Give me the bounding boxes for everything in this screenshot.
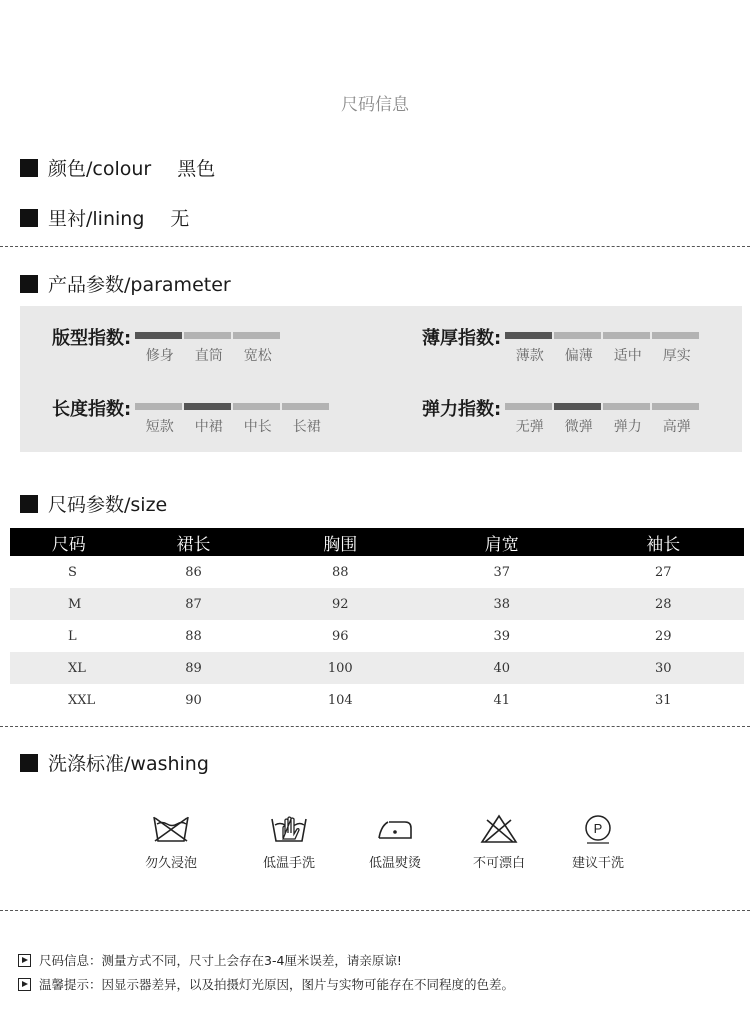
wash-item-low-iron <box>340 814 450 871</box>
table-cell: 86 <box>185 564 202 580</box>
column-header: 胸围 <box>260 528 421 556</box>
scale-option: 直筒 <box>194 348 223 364</box>
scale-segment <box>652 332 699 339</box>
table-cell: 88 <box>332 564 349 580</box>
table-row <box>10 556 744 588</box>
column-header: 袖长 <box>582 528 744 556</box>
scale-option: 修身 <box>145 348 174 364</box>
scale-option: 弹力 <box>613 419 642 435</box>
table-row <box>10 652 744 684</box>
table-cell: 37 <box>493 564 511 580</box>
lining-label: 里衬/lining <box>48 208 145 230</box>
washing-heading-text: 洗涤标准/washing <box>48 753 209 775</box>
bullet-square-icon <box>20 495 38 513</box>
scale-label: 弹力指数: <box>422 399 502 420</box>
scale-segment <box>135 403 182 410</box>
scale-segment-selected <box>184 403 231 410</box>
scale-segment <box>233 403 280 410</box>
scale-segment <box>505 403 552 410</box>
wash-item-dry-clean <box>543 814 653 871</box>
scale-option: 短款 <box>145 419 174 435</box>
table-cell: 29 <box>654 628 672 644</box>
scale-segment-selected <box>554 403 601 410</box>
scale-option: 薄款 <box>515 348 544 364</box>
table-cell: 90 <box>185 692 202 708</box>
bullet-square-icon <box>20 159 38 177</box>
wash-item-no-soak <box>116 814 226 871</box>
note-text: 温馨提示：因显示器差异，以及拍摄灯光原因，图片与实物可能存在不同程度的色差。 <box>39 977 515 992</box>
wash-label: 低温手洗 <box>262 856 315 871</box>
table-cell: 96 <box>332 628 349 644</box>
scale-segment <box>603 403 650 410</box>
note-size-info <box>18 951 402 969</box>
bullet-square-icon <box>20 275 38 293</box>
scale-option: 长裙 <box>292 419 321 435</box>
scale-segment <box>554 332 601 339</box>
bullet-square-icon <box>20 754 38 772</box>
scale-option: 中长 <box>243 419 272 435</box>
scale-segment <box>652 403 699 410</box>
table-cell: 41 <box>493 692 511 708</box>
no-soak-icon <box>151 814 191 844</box>
table-cell: 89 <box>127 652 259 684</box>
divider <box>0 726 750 727</box>
column-header: 肩宽 <box>421 528 582 556</box>
table-row <box>10 684 744 716</box>
table-cell: 100 <box>260 652 421 684</box>
scale-segment-selected <box>505 332 552 339</box>
note-text: 尺码信息：测量方式不同，尺寸上会存在3-4厘米误差，请亲原谅! <box>39 953 402 968</box>
scale-segment <box>282 403 329 410</box>
scale-option: 高弹 <box>662 419 691 435</box>
table-cell: 87 <box>127 588 259 620</box>
wash-label: 建议干洗 <box>571 856 624 871</box>
table-cell: 40 <box>421 652 582 684</box>
color-value: 黑色 <box>177 158 216 180</box>
scale-bar <box>135 332 282 339</box>
scale-segment <box>603 332 650 339</box>
svg-text:P: P <box>593 821 603 836</box>
column-header: 裙长 <box>127 528 259 556</box>
table-cell: 27 <box>654 564 672 580</box>
table-header-row <box>10 528 744 556</box>
scale-segment <box>184 332 231 339</box>
scale-bar <box>505 332 701 339</box>
scale-label: 版型指数: <box>52 328 132 349</box>
scale-option: 适中 <box>613 348 642 364</box>
bullet-square-icon <box>20 209 38 227</box>
wash-item-no-bleach <box>444 814 554 871</box>
table-cell: 28 <box>582 588 744 620</box>
scale-segment-selected <box>135 332 182 339</box>
table-cell: 31 <box>654 692 672 708</box>
size-heading <box>20 490 167 517</box>
wash-item-hand-wash <box>234 814 344 871</box>
color-row <box>20 154 215 181</box>
scale-label: 长度指数: <box>52 399 132 420</box>
divider <box>0 910 750 911</box>
low-iron-icon <box>375 814 415 844</box>
washing-heading <box>20 749 209 776</box>
scale-option: 宽松 <box>243 348 272 364</box>
divider <box>0 246 750 247</box>
scale-option: 厚实 <box>662 348 691 364</box>
size-cell: XL <box>10 652 127 684</box>
lining-value: 无 <box>170 208 190 230</box>
scale-label: 薄厚指数: <box>422 328 502 349</box>
table-row <box>10 620 744 652</box>
dry-clean-icon <box>578 814 618 844</box>
wash-label: 低温熨烫 <box>368 856 421 871</box>
size-cell: L <box>68 628 77 644</box>
page-title: 尺码信息 <box>341 95 409 115</box>
parameter-heading <box>20 270 231 297</box>
wash-label: 勿久浸泡 <box>144 856 197 871</box>
size-cell: S <box>68 564 77 580</box>
table-cell: 30 <box>582 652 744 684</box>
table-row <box>10 588 744 620</box>
note-color-tip <box>18 975 514 993</box>
scale-option: 中裙 <box>194 419 223 435</box>
table-cell: 92 <box>260 588 421 620</box>
table-cell: 38 <box>421 588 582 620</box>
scale-segment <box>233 332 280 339</box>
size-cell: M <box>10 588 127 620</box>
color-label: 颜色/colour <box>48 158 152 180</box>
table-cell: 104 <box>327 692 353 708</box>
no-bleach-icon <box>479 814 519 844</box>
wash-label: 不可漂白 <box>472 856 525 871</box>
thickness-index-scale <box>422 324 701 365</box>
fit-index-scale <box>52 324 282 365</box>
size-cell: XXL <box>68 692 96 708</box>
play-arrow-icon <box>18 954 31 967</box>
parameter-heading-text: 产品参数/parameter <box>48 274 231 296</box>
table-cell: 39 <box>493 628 511 644</box>
column-header: 尺码 <box>10 528 127 556</box>
table-cell: 88 <box>185 628 202 644</box>
play-arrow-icon <box>18 978 31 991</box>
scale-option: 偏薄 <box>564 348 593 364</box>
elasticity-index-scale <box>422 395 701 436</box>
length-index-scale <box>52 395 331 436</box>
scale-option: 微弹 <box>564 419 593 435</box>
lining-row <box>20 204 189 231</box>
scale-option: 无弹 <box>515 419 544 435</box>
scale-bar <box>135 403 331 410</box>
hand-wash-icon <box>269 814 309 844</box>
scale-bar <box>505 403 701 410</box>
size-heading-text: 尺码参数/size <box>48 494 168 516</box>
size-table <box>10 528 744 716</box>
